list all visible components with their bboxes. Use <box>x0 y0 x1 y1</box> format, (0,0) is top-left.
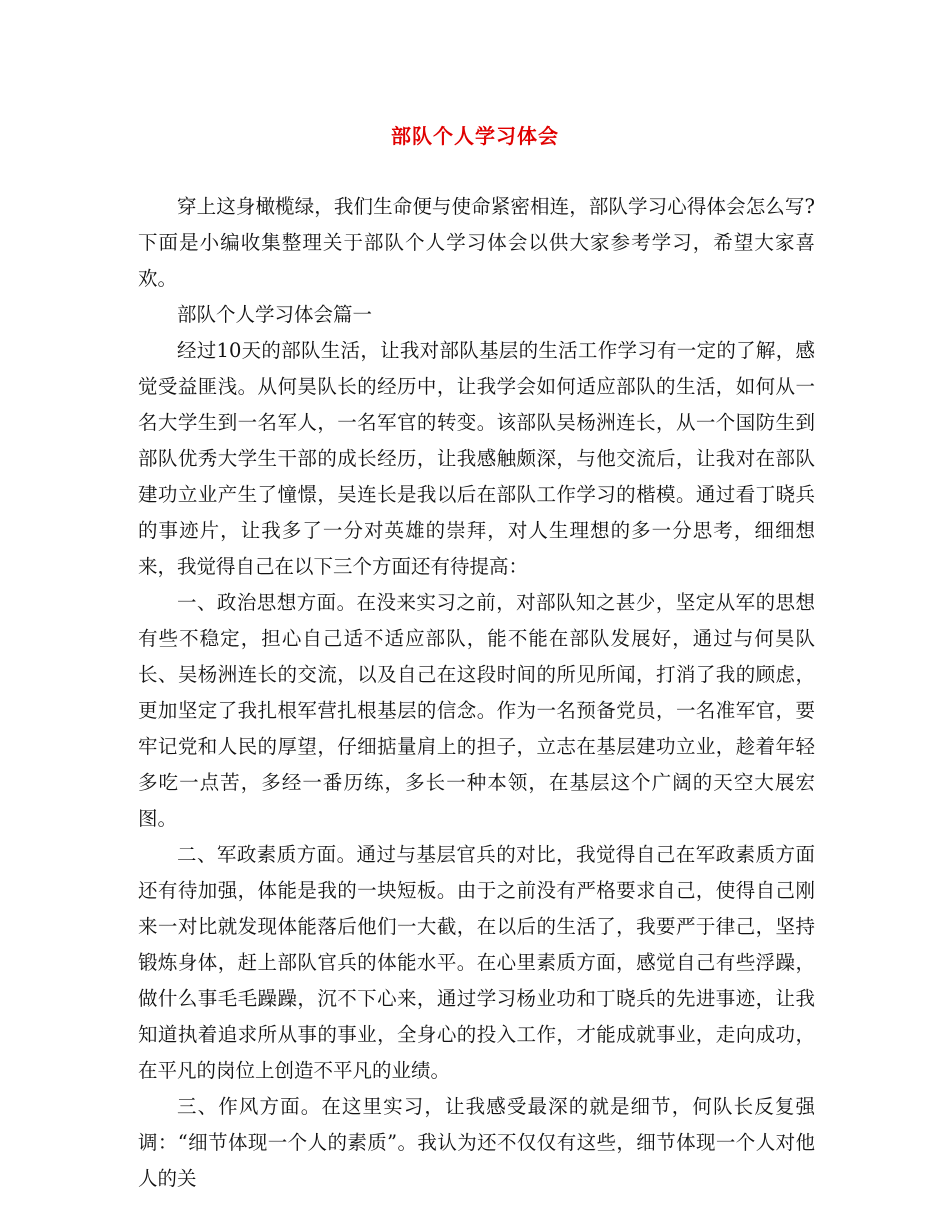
paragraph-political-thought: 一、政治思想方面。在没来实习之前，对部队知之甚少，坚定从军的思想有些不稳定，担心自己适不适应部队，能不能在部队发展好，通过与何昊队长、吴杨洲连长的交流，以及自己在这段时间的所见所闻，打消了我的顾虑，更加坚定了我扎根军营扎根基层的信念。作为一名预备党员，一名准军官，要牢记党和人民的厚望，仔细掂量肩上的担子，立志在基层建功立业，趁着年轻多吃一点苦，多经一番历练，多长一种本领，在基层这个广阔的天空大展宏图。 <box>138 591 815 830</box>
document-title: 部队个人学习体会 <box>391 124 559 148</box>
paragraph-intro: 穿上这身橄榄绿，我们生命便与使命紧密相连，部队学习心得体会怎么写?下面是小编收集整理关于部队个人学习体会以供大家参考学习，希望大家喜欢。 <box>138 195 815 290</box>
paragraph-section-heading: 部队个人学习体会篇一 <box>177 303 373 326</box>
paragraph-work-style: 三、作风方面。在这里实习，让我感受最深的就是细节，何队长反复强调：“细节体现一个人的素质”。我认为还不仅仅有这些，细节体现一个人对他人的关 <box>138 1095 815 1190</box>
paragraph-experience: 经过10天的部队生活，让我对部队基层的生活工作学习有一定的了解，感觉受益匪浅。从何昊队长的经历中，让我学会如何适应部队的生活，如何从一名大学生到一名军人，一名军官的转变。该部队吴杨洲连长，从一个国防生到部队优秀大学生干部的成长经历，让我感触颇深，与他交流后，让我对在部队建功立业产生了憧憬，吴连长是我以后在部队工作学习的楷模。通过看丁晓兵的事迹片，让我多了一分对英雄的崇拜，对人生理想的多一分思考，细细想来，我觉得自己在以下三个方面还有待提高： <box>138 339 815 578</box>
document-body <box>138 189 815 1197</box>
paragraph-military-quality: 二、军政素质方面。通过与基层官兵的对比，我觉得自己在军政素质方面还有待加强，体能是我的一块短板。由于之前没有严格要求自己，使得自己刚来一对比就发现体能落后他们一大截，在以后的生活了，我要严于律己，坚持锻炼身体，赶上部队官兵的体能水平。在心里素质方面，感觉自己有些浮躁，做什么事毛毛躁躁，沉不下心来，通过学习杨业功和丁晓兵的先进事迹，让我知道执着追求所从事的事业，全身心的投入工作，才能成就事业，走向成功，在平凡的岗位上创造不平凡的业绩。 <box>138 843 815 1082</box>
